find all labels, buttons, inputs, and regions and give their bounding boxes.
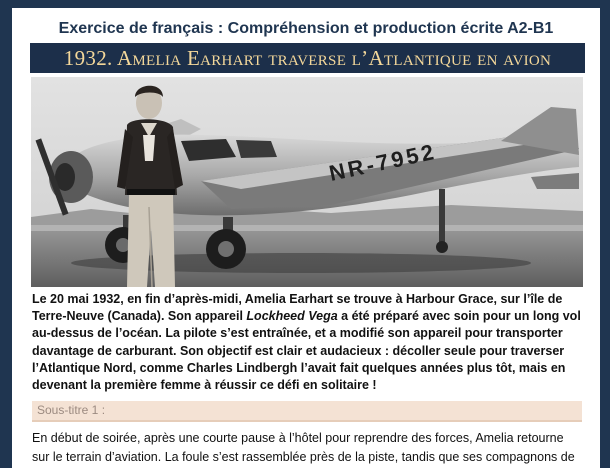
intro-text-part1: Le 20 mai 1932, en fin d’après-midi, Amelia Earhart se trouve à Harbour Grace, sur l’île de Terre-Neuve (Canada). Son appareil	[32, 292, 563, 324]
intro-paragraph	[32, 291, 584, 394]
plane-registration: NR-7952	[326, 138, 439, 186]
plane-name: Lockheed Vega	[246, 309, 338, 324]
earhart-photo	[31, 77, 583, 287]
worksheet-page	[12, 8, 600, 468]
article-title-banner: 1932. Amelia Earhart traverse l’Atlantique en avion	[30, 43, 585, 73]
subtitle-label: Sous-titre 1 :	[37, 403, 106, 417]
worksheet-header-title: Exercice de français : Compréhension et production écrite A2-B1	[58, 20, 554, 37]
intro-text-part2: a été préparé avec soin pour un long vol au-dessus de l’océan. La pilote s’est entraînée, et a modifié son appareil pour transporter davantage de carburant. Son objectif est clair et audacieux : décoller seule pour traverser l’Atlantique Nord, comme Charles Lindbergh l’avait fait quelques années plus tôt, mais en devenant la première femme à réussir ce défi en solitaire !	[32, 309, 581, 393]
subtitle-input-box[interactable]	[32, 401, 582, 422]
section-body-paragraph: En début de soirée, après une courte pause à l’hôtel pour reprendre des forces, Amelia retourne sur le terrain d’aviation. La foule s’est rassemblée près de la piste, tandis que ses compagnons de	[32, 431, 575, 464]
